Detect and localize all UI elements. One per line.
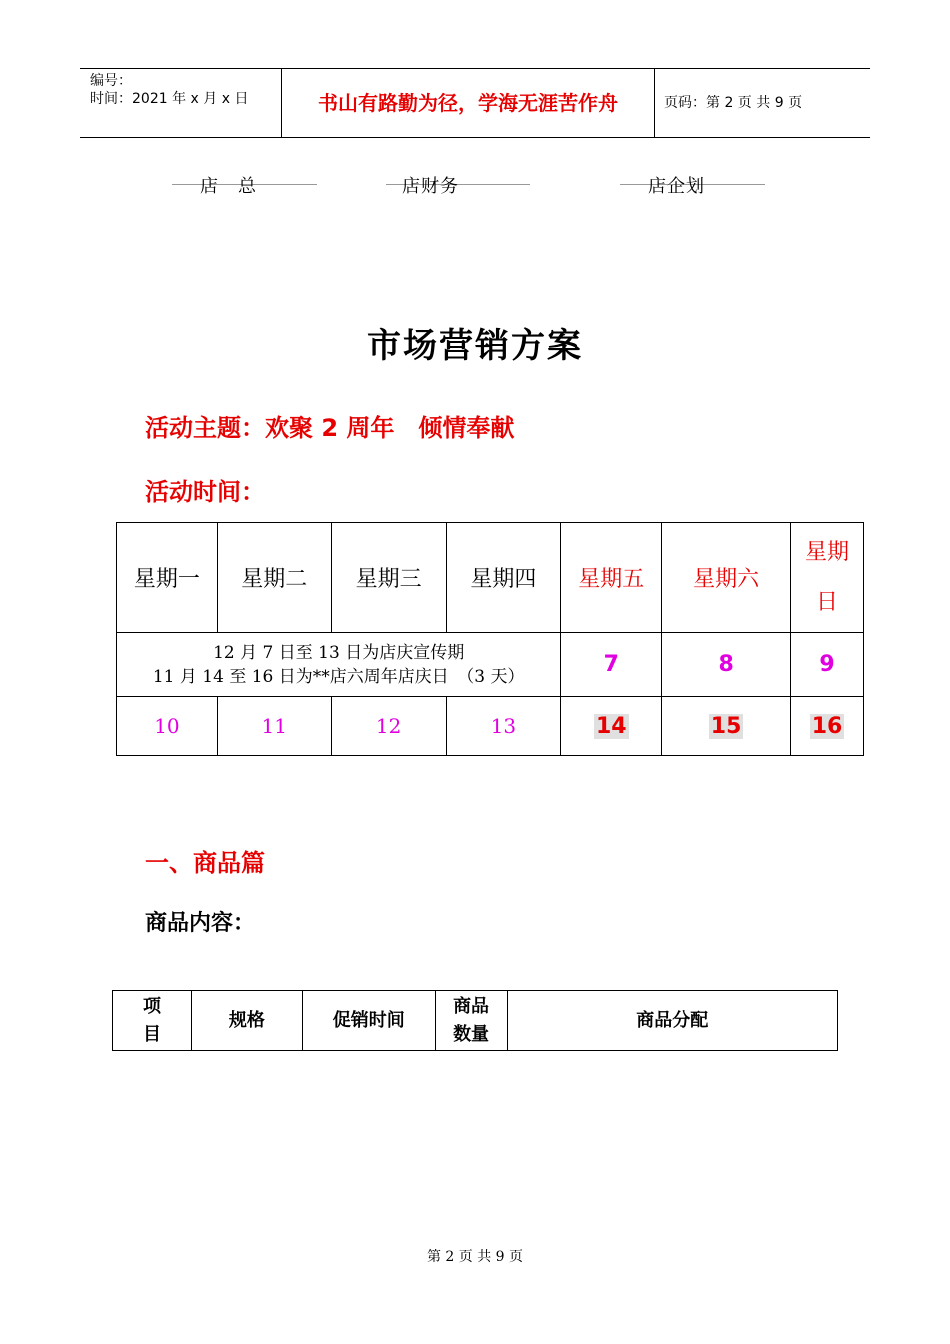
section-heading: 一、商品篇 [145,849,265,877]
weekday-cell: 星期一 [117,523,218,633]
weekday-cell: 星期五 [561,523,662,633]
page-footer: 第 2 页 共 9 页 [426,1249,524,1265]
highlighted-date: 14 [595,713,627,739]
page-header [80,68,870,138]
date-cell [561,697,662,756]
date-cell: 8 [662,633,791,697]
header-meta [90,72,248,108]
date-cell: 13 [446,697,561,756]
header-page-info: 页码：第 2 页 共 9 页 [664,95,803,111]
date-cell: 7 [561,633,662,697]
highlighted-date: 16 [811,713,843,739]
goods-table [112,990,838,1051]
weekday-cell: 星期六 [662,523,791,633]
goods-heading: 商品内容： [145,911,256,936]
calendar-row [117,697,864,756]
weekday-cell: 星期二 [217,523,331,633]
header-number-label: 编号： [90,73,132,89]
calendar-header-row [117,523,864,633]
highlighted-date: 15 [710,713,742,739]
date-cell [791,697,864,756]
weekday-cell: 星期三 [331,523,446,633]
header-divider [654,69,655,137]
goods-header-row [113,991,838,1051]
weekday-cell: 星期日 [791,523,864,633]
goods-header-cell: 商品分配 [507,991,837,1051]
date-cell [662,697,791,756]
activity-theme: 活动主题：欢聚 2 周年 倾情奉献 [145,414,515,442]
calendar-row [117,633,864,697]
goods-header-cell: 商品数量 [435,991,507,1051]
calendar-note: 11 月 14 至 16 日为**店六周年店庆日 （3 天） [152,666,525,687]
goods-header-cell: 促销时间 [302,991,435,1051]
calendar-note: 12 月 7 日至 13 日为店庆宣传期 [213,642,465,663]
signature-store-manager: 店 总 [200,176,257,197]
goods-header-cell: 规格 [191,991,302,1051]
date-cell: 12 [331,697,446,756]
date-cell: 10 [117,697,218,756]
goods-header-cell: 项目 [113,991,192,1051]
header-motto: 书山有路勤为径，学海无涯苦作舟 [318,91,618,115]
header-time-label: 时间：2021 年 x 月 x 日 [90,91,249,107]
date-cell: 11 [217,697,331,756]
weekday-cell: 星期四 [446,523,561,633]
signature-finance: 店财务 [402,176,459,197]
activity-calendar [116,522,864,756]
date-cell: 9 [791,633,864,697]
document-title: 市场营销方案 [367,326,583,366]
calendar-note-cell [117,633,561,697]
signature-planning: 店企划 [648,176,705,197]
activity-time-heading: 活动时间： [145,478,265,506]
